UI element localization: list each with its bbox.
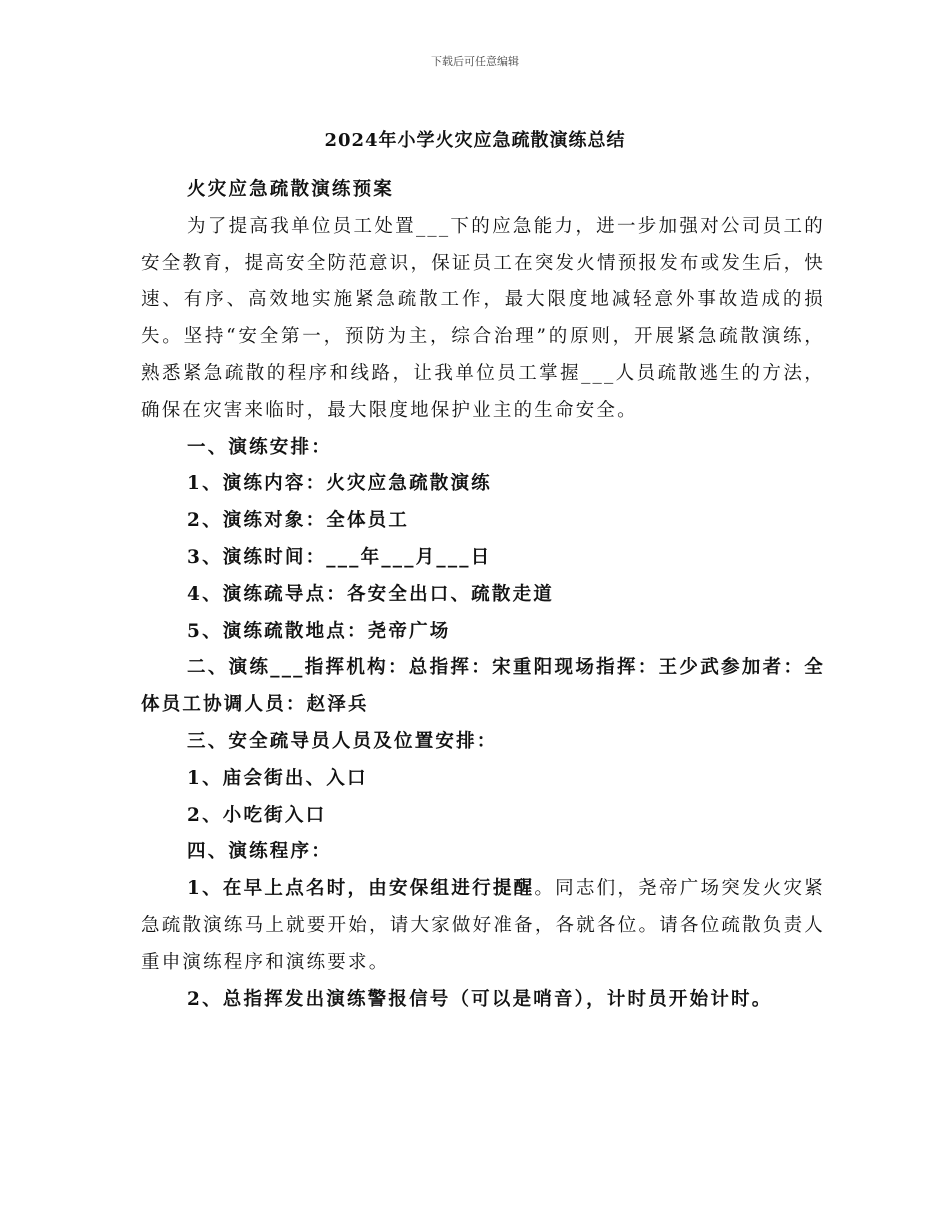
intro-paragraph: 为了提高我单位员工处置___下的应急能力，进一步加强对公司员工的安全教育，提高安全防范意识，保证员工在突发火情预报发布或发生后，快速、有序、高效地实施紧急疏散工作，最大限度地减轻意外事故造成的损失。坚持“安全第一，预防为主，综合治理”的原则，开展紧急疏散演练，熟悉紧急疏散的程序和线路，让我单位员工掌握___人员疏散逃生的方法，确保在灾害来临时，最大限度地保护业主的生命安全。 xyxy=(141,215,825,421)
procedure-step-2: 2、总指挥发出演练警报信号（可以是哨音），计时员开始计时。 xyxy=(187,988,773,1010)
list-item: 2、小吃街入口 xyxy=(187,804,327,826)
list-item: 3、演练时间：___年___月___日 xyxy=(187,546,492,568)
section-1-heading: 一、演练安排： xyxy=(187,436,332,458)
list-item: 1、演练内容：火灾应急疏散演练 xyxy=(187,473,492,495)
page-header-note: 下载后可任意编辑 xyxy=(431,55,519,68)
section-4-heading: 四、演练程序： xyxy=(187,841,332,863)
list-item: 1、庙会街出、入口 xyxy=(187,767,368,789)
procedure-step-1 xyxy=(141,871,825,981)
list-item: 4、演练疏导点：各安全出口、疏散走道 xyxy=(187,583,554,605)
list-item: 5、演练疏散地点：尧帝广场 xyxy=(187,620,451,642)
section-subtitle: 火灾应急疏散演练预案 xyxy=(187,179,395,200)
section-3-heading: 三、安全疏导员人员及位置安排： xyxy=(187,730,498,752)
list-item: 2、演练对象：全体员工 xyxy=(187,510,410,532)
procedure-step-1-lead: 1、在早上点名时，由安保组进行提醒 xyxy=(187,878,535,900)
document-body xyxy=(141,172,825,1018)
section-2-paragraph: 二、演练___指挥机构：总指挥：宋重阳现场指挥：王少武参加者：全体员工协调人员：赵泽兵 xyxy=(141,657,825,716)
procedure-step-1-body: 。同志们，尧帝广场突发火灾紧急疏散演练马上就要开始，请大家做好准备，各就各位。请各位疏散负责人重申演练程序和演练要求。 xyxy=(141,878,825,973)
document-title: 2024年小学火灾应急疏散演练总结 xyxy=(324,130,626,151)
